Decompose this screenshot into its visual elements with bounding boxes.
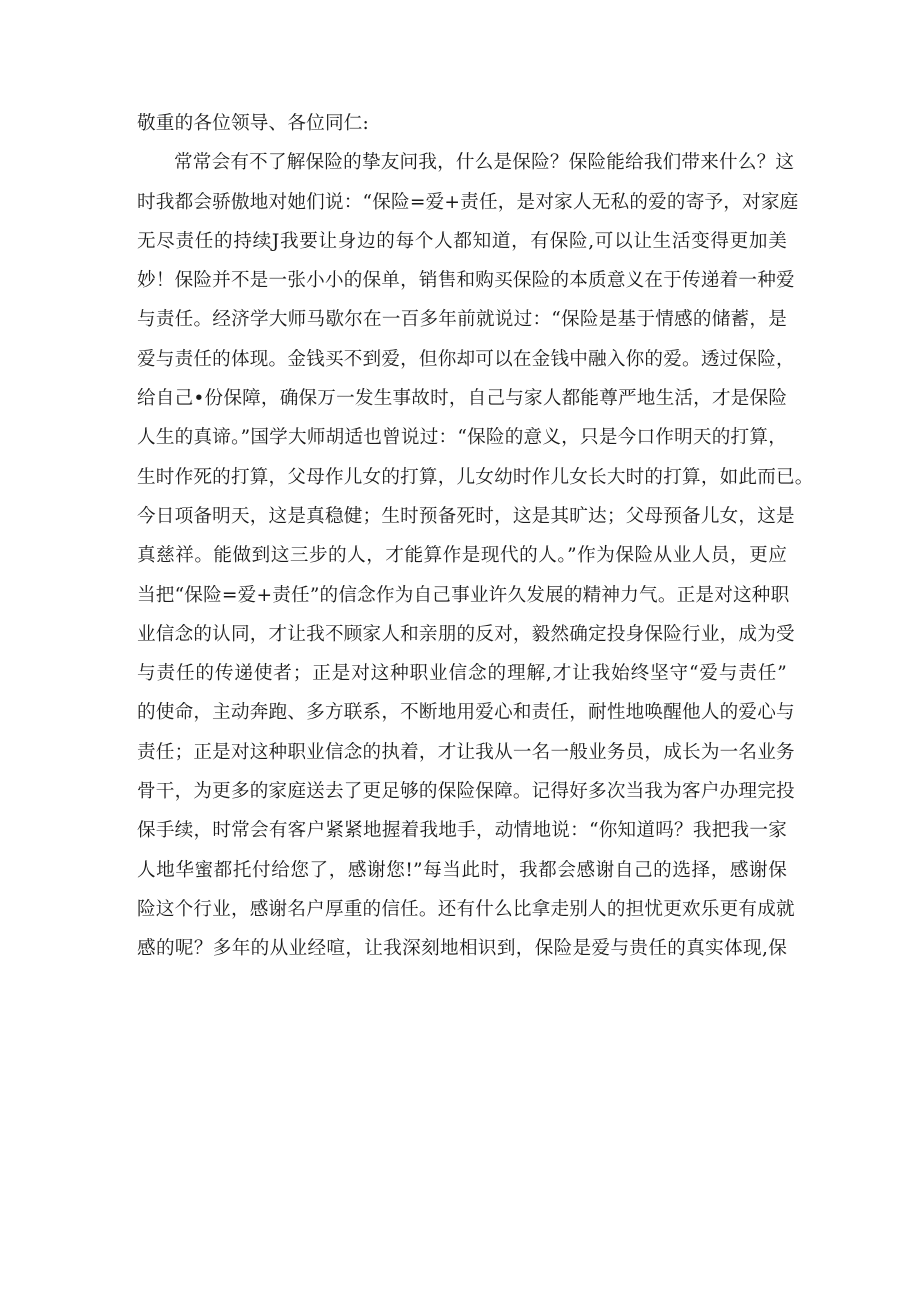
paragraph-line: 人生的真谛。”国学大师胡适也曾说过：“保险的意义，只是今口作明天的打算， [137, 427, 787, 449]
paragraph-line: 当把“保险=爱+责任”的信念作为自己事业许久发展的精神力气。正是对这种职 [137, 584, 790, 606]
paragraph-line: 业信念的认同，才让我不顾家人和亲朋的反对，毅然确定投身保险行业，成为受 [137, 623, 795, 645]
paragraph-line: 给自己•份保障，确保万一发生事故时，自己与家人都能尊严地生活，才是保险 [137, 388, 788, 410]
paragraph-line: 生时作死的打算，父母作儿女的打算，儿女幼时作儿女长大时的打算，如此而已。 [137, 466, 814, 488]
paragraph-line: 的使命，主动奔跑、多方联系，不断地用爱心和责任，耐性地唤醒他人的爱心与 [137, 702, 795, 724]
body-paragraph [137, 143, 814, 968]
paragraph-line: 责任；正是对这种职业信念的执着，才让我从一名一般业务员，成长为一名业务 [137, 741, 795, 763]
paragraph-line: 常常会有不了解保险的挚友问我，什么是保险？保险能给我们带来什么？这 [174, 152, 795, 174]
paragraph-line: 无尽责任的持续J我要让身边的每个人都知道，有保险,可以让生活变得更加美 [137, 230, 787, 252]
paragraph-line: 今日项备明天，这是真稳健；生时预备死时，这是其旷达；父母预备儿女，这是 [137, 505, 795, 527]
paragraph-line: 与责任。经济学大师马歇尔在一百多年前就说过：“保险是基于情感的储蓄，是 [137, 309, 787, 331]
paragraph-line: 骨干，为更多的家庭送去了更足够的保险保障。记得好多次当我为客户办理完投 [137, 781, 795, 803]
salutation: 敬重的各位领导、各位同仁: [137, 113, 369, 134]
paragraph-line: 保手续，时常会有客户紧紧地握着我地手，动情地说：“你知道吗？我把我一家 [137, 820, 787, 842]
paragraph-line: 险这个行业，感谢名户厚重的信任。还有什么比拿走别人的担忧更欢乐更有成就 [137, 898, 795, 920]
paragraph-line: 爱与责任的体现。金钱买不到爱，但你却可以在金钱中融入你的爱。透过保险， [137, 348, 795, 370]
document-body [137, 104, 814, 969]
paragraph-line: 人地华蜜都托付给您了，感谢您!”每当此时，我都会感谢自己的选择，感谢保 [137, 859, 787, 881]
paragraph-line: 真慈祥。能做到这三步的人，才能算作是现代的人。”作为保险从业人员，更应 [137, 545, 787, 567]
paragraph-line: 时我都会骄傲地对她们说：“保险=爱+责任，是对家人无私的爱的寄予，对家庭 [137, 191, 799, 213]
paragraph-line: 感的呢？多年的从业经喧，让我深刻地相识到，保险是爱与贵任的真实体现,保 [137, 938, 787, 960]
paragraph-line: 与责任的传递使者；正是对这种职业信念的理解,才让我始终坚守“爱与责任” [137, 663, 787, 685]
paragraph-line: 妙！保险并不是一张小小的保单，销售和购买保险的本质意义在于传递着一种爱 [137, 270, 795, 292]
